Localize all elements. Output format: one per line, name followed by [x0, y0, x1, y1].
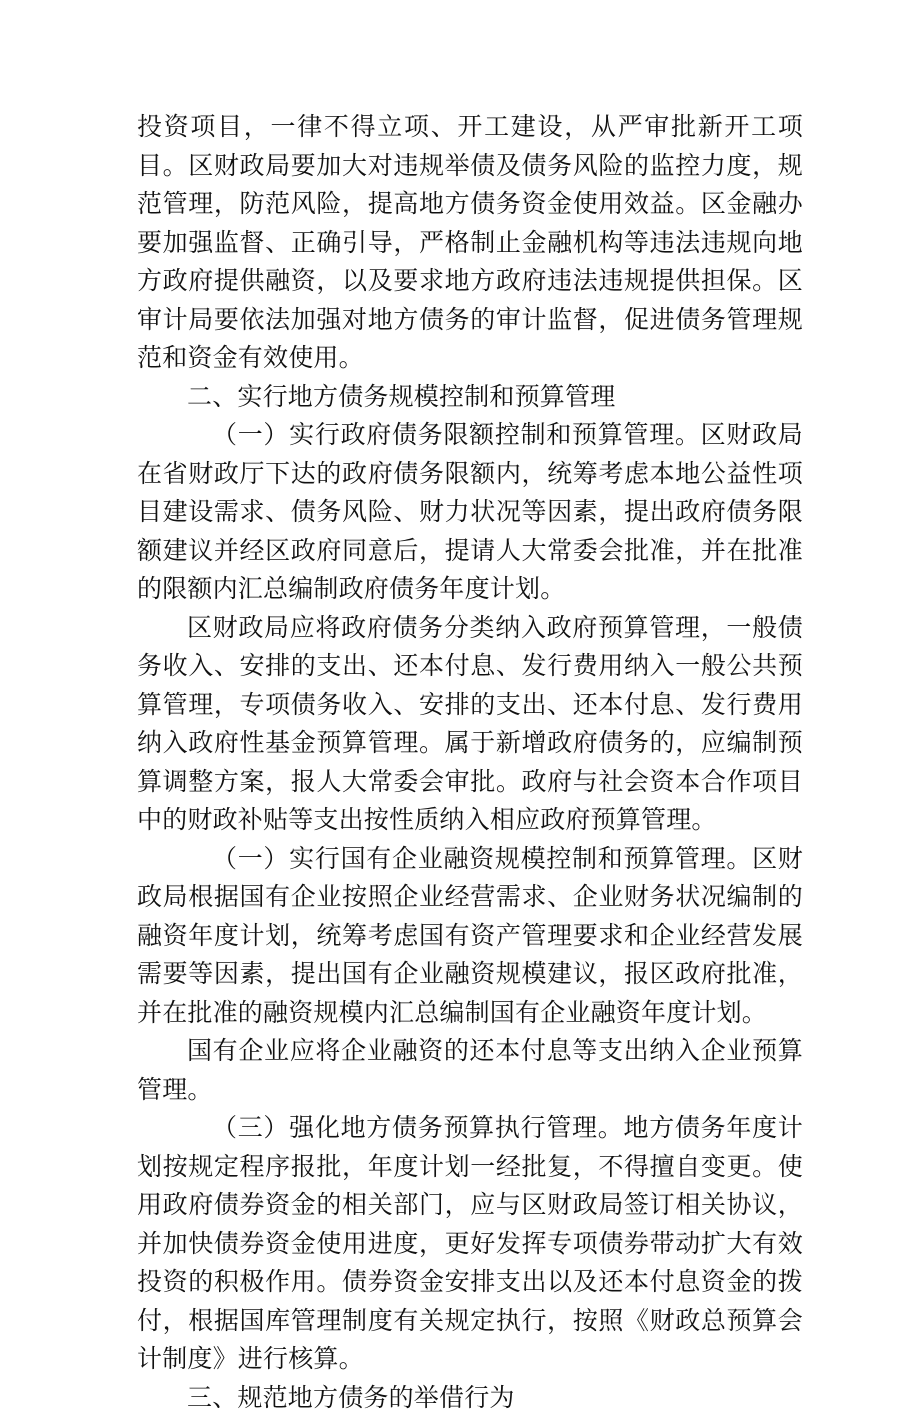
section-heading-2: 二、实行地方债务规模控制和预算管理: [137, 378, 803, 417]
paragraph-soe-budget: 国有企业应将企业融资的还本付息等支出纳入企业预算管理。: [137, 1032, 803, 1109]
paragraph-continuation: 投资项目，一律不得立项、开工建设，从严审批新开工项目。区财政局要加大对违规举债及债务风险的监控力度，规范管理，防范风险，提高地方债务资金使用效益。区金融办要加强监督、正确引导，严格制止金融机构等违法违规向地方政府提供融资，以及要求地方政府违法违规提供担保。区审计局要依法加强对地方债务的审计监督，促进债务管理规范和资金有效使用。: [137, 108, 803, 378]
paragraph-government-debt-limit: （一）实行政府债务限额控制和预算管理。区财政局在省财政厅下达的政府债务限额内，统筹考虑本地公益性项目建设需求、债务风险、财力状况等因素，提出政府债务限额建议并经区政府同意后，提请人大常委会批准，并在批准的限额内汇总编制政府债务年度计划。: [137, 416, 803, 609]
document-body: [137, 108, 803, 1417]
paragraph-soe-financing: （一）实行国有企业融资规模控制和预算管理。区财政局根据国有企业按照企业经营需求、企业财务状况编制的融资年度计划，统筹考虑国有资产管理要求和企业经营发展需要等因素，提出国有企业融资规模建议，报区政府批准，并在批准的融资规模内汇总编制国有企业融资年度计划。: [137, 840, 803, 1033]
section-heading-3: 三、规范地方债务的举借行为: [137, 1379, 803, 1417]
paragraph-budget-execution: （三）强化地方债务预算执行管理。地方债务年度计划按规定程序报批，年度计划一经批复，不得擅自变更。使用政府债券资金的相关部门，应与区财政局签订相关协议，并加快债券资金使用进度，更好发挥专项债券带动扩大有效投资的积极作用。债券资金安排支出以及还本付息资金的拨付，根据国库管理制度有关规定执行，按照《财政总预算会计制度》进行核算。: [137, 1109, 803, 1379]
paragraph-budget-management: 区财政局应将政府债务分类纳入政府预算管理，一般债务收入、安排的支出、还本付息、发行费用纳入一般公共预算管理，专项债务收入、安排的支出、还本付息、发行费用纳入政府性基金预算管理。属于新增政府债务的，应编制预算调整方案，报人大常委会审批。政府与社会资本合作项目中的财政补贴等支出按性质纳入相应政府预算管理。: [137, 609, 803, 840]
